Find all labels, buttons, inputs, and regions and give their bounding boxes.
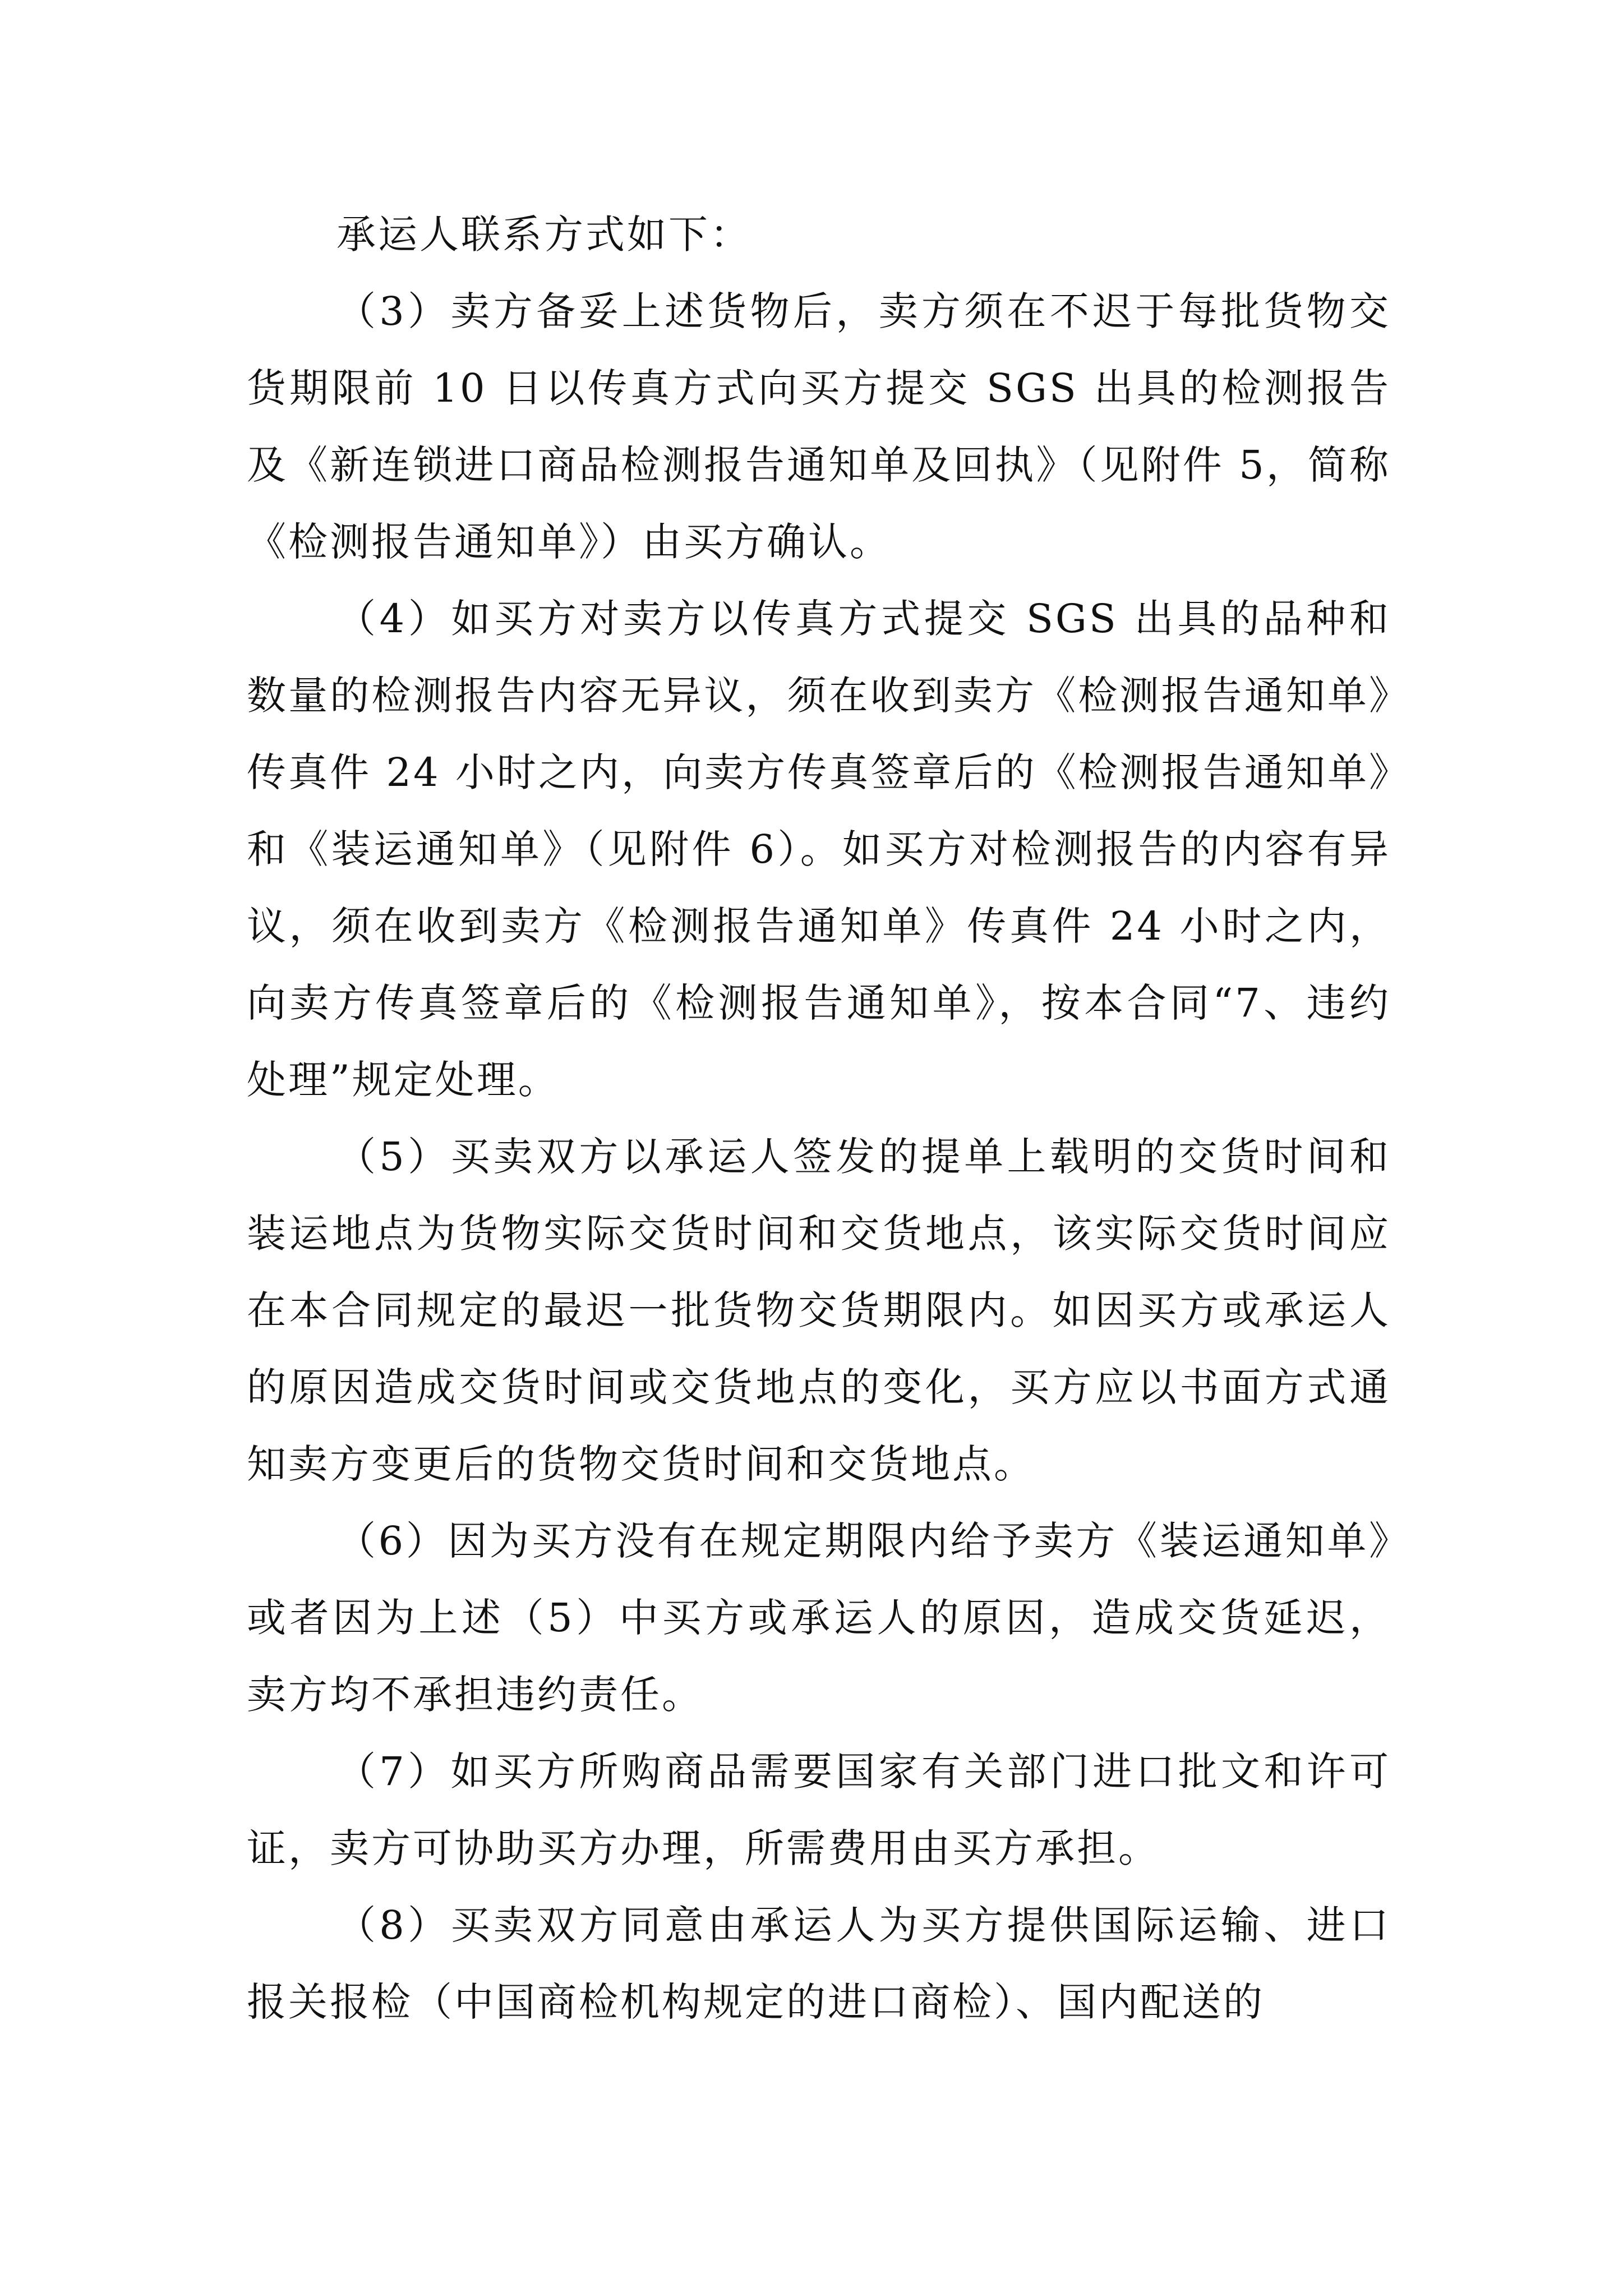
- paragraph-clause-5: （5）买卖双方以承运人签发的提单上载明的交货时间和装运地点为货物实际交货时间和交货地点，该实际交货时间应在本合同规定的最迟一批货物交货期限内。如因买方或承运人的原因造成交货时间或交货地点的变化，买方应以书面方式通知卖方变更后的货物交货时间和交货地点。: [247, 1134, 1391, 1487]
- paragraph-clause-8: （8）买卖双方同意由承运人为买方提供国际运输、进口报关报检（中国商检机构规定的进口商检）、国内配送的: [247, 1902, 1391, 2025]
- paragraph-clause-6: （6）因为买方没有在规定期限内给予卖方《装运通知单》或者因为上述（5）中买方或承运人的原因，造成交货延迟，卖方均不承担违约责任。: [247, 1518, 1391, 1718]
- paragraph-clause-7: （7）如买方所购商品需要国家有关部门进口批文和许可证，卖方可协助买方办理，所需费用由买方承担。: [247, 1749, 1391, 1871]
- paragraph-clause-3: （3）卖方备妥上述货物后，卖方须在不迟于每批货物交货期限前 10 日以传真方式向买方提交 SGS 出具的检测报告及《新连锁进口商品检测报告通知单及回执》（见附件 5，简称《检测报告通知单》）由买方确认。: [247, 288, 1391, 565]
- paragraph-clause-4: （4）如买方对卖方以传真方式提交 SGS 出具的品种和数量的检测报告内容无异议，须在收到卖方《检测报告通知单》传真件 24 小时之内，向卖方传真签章后的《检测报告通知单》和《装运通知单》（见附件 6）。如买方对检测报告的内容有异议，须在收到卖方《检测报告通知单》传真件 24 小时之内，向卖方传真签章后的《检测报告通知单》，按本合同“7、违约处理”规定处理。: [247, 596, 1391, 1103]
- document-body: [247, 196, 1391, 2041]
- paragraph-carrier-contact: 承运人联系方式如下：: [336, 211, 751, 257]
